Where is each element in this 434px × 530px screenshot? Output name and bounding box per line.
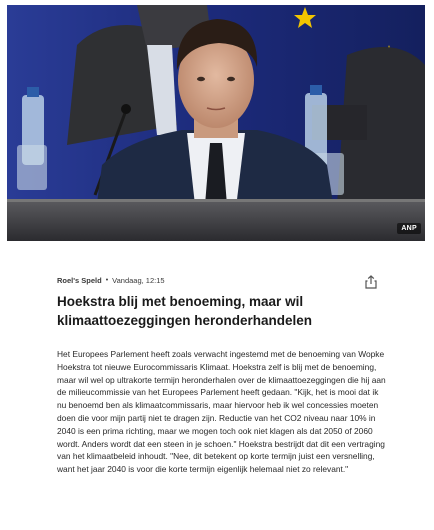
article-body: Het Europees Parlement heeft zoals verwacht ingestemd met de benoeming van Wopke Hoekstra tot nieuwe Eurocommissaris Klimaat. Hoekstra zelf is blij met de benoeming, maar wil wel op ultrakorte termijn heronderhalen over de klimaattoezeggingen die hij aan de milieucommissie van het Europees Parlement heeft gedaan. "Kijk, het is mooi dat ik nu benoemd ben als klimaatcommissaris, maar hiervoor heb ik wel concessies moeten doen die voor mijn partij niet te dragen zijn. Reductie van het CO2 niveau naar 10% in 2040 is een prima richting, maar we mogen toch ook niet klagen als dat 2050 of 2060 wordt. Anders wordt dat een steen in je schoen." Hoekstra bestrijdt dat dit een vertraging van het klimaatbeleid inhoudt. "Nee, dit betekent op korte termijn juist een versnelling, want het jaar 2040 is voor die korte termijn eigenlijk helemaal niet zo relevant." xyxy=(57,349,386,475)
image-credit: ANP xyxy=(397,223,421,234)
share-icon[interactable] xyxy=(364,275,378,289)
article-meta xyxy=(57,276,165,285)
photo-illustration xyxy=(7,5,425,241)
article-photo xyxy=(7,5,425,241)
source-name[interactable]: Roel's Speld xyxy=(57,276,102,285)
article-title: Hoekstra blij met benoeming, maar wil klimaattoezeggingen heronderhandelen xyxy=(57,294,313,328)
meta-separator: • xyxy=(105,277,109,284)
timestamp: Vandaag, 12:15 xyxy=(112,276,165,285)
